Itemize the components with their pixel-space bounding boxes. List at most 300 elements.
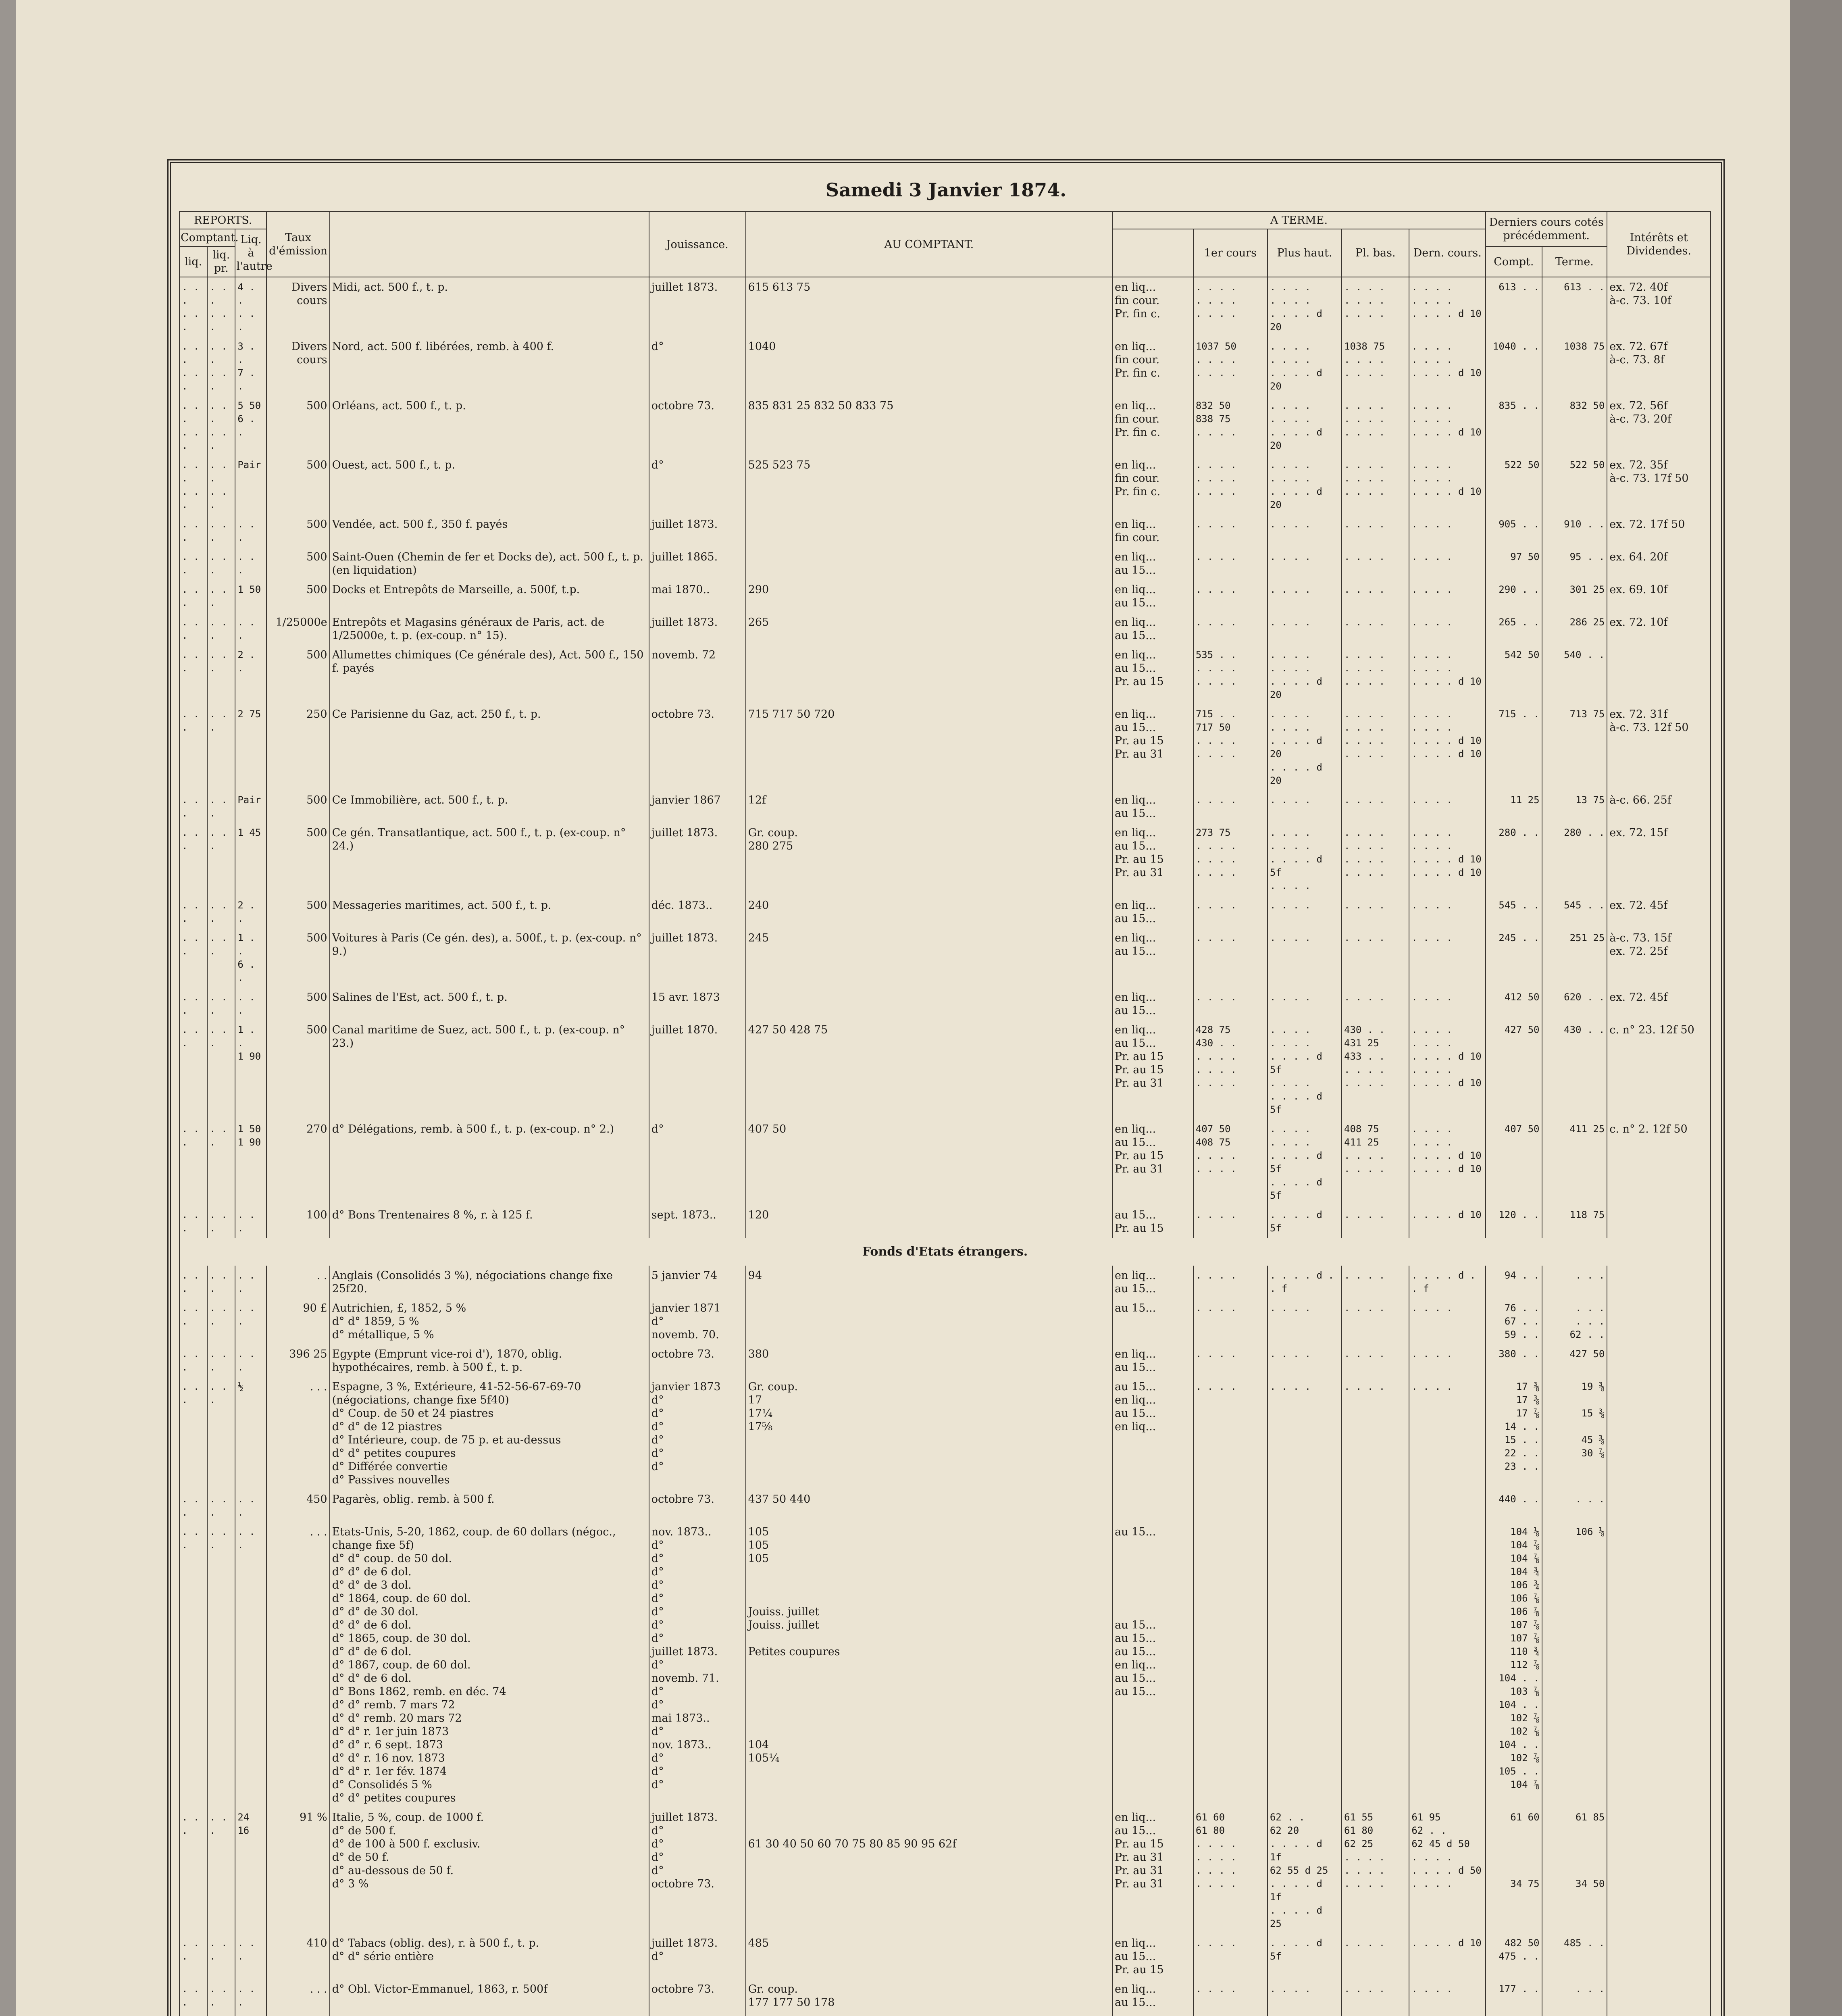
jouissance-cell: janvier 1871 d° novemb. 70.: [649, 1298, 746, 1344]
taux-cell: . .: [266, 1266, 329, 1298]
premier-cours-cell: [1193, 2012, 1268, 2016]
report-liq-pr-cell: . . .: [207, 1119, 235, 1205]
premier-cours-cell: . . . .: [1193, 1377, 1268, 1489]
premier-cours-cell: . . . .: [1193, 987, 1268, 1020]
dernier-cours-cell: . . . . d 10: [1409, 1933, 1486, 1979]
dernier-cours-cell: . . . . . . . . . . . . d 10 . . . . d 10: [1409, 823, 1486, 896]
page-title: Samedi 3 Janvier 1874.: [825, 179, 1067, 201]
security-name-cell: Orléans, act. 500 f., t. p.: [330, 396, 649, 455]
prev-compt-cell: 1040 . .: [1486, 337, 1542, 396]
prev-terme-cell: 411 25: [1542, 1119, 1607, 1205]
header-derniers-cours: Derniers cours cotés précédemment.: [1486, 212, 1607, 246]
prev-compt-cell: 427 50: [1486, 1020, 1542, 1119]
report-liq-a-cell: 5 50 6 . .: [235, 396, 266, 455]
plus-bas-cell: . . . .: [1342, 1933, 1409, 1979]
header-a-terme: A TERME.: [1112, 212, 1486, 229]
au-comptant-cell: 105 105 105 Jouiss. juillet Jouiss. juillet Petites coupures 104 105¼: [746, 1522, 1112, 1808]
terme-kind-cell: au 15... au 15... au 15... au 15... en liq... au 15... au 15...: [1112, 1522, 1193, 1808]
report-liq-pr-cell: . . . . . .: [207, 337, 235, 396]
au-comptant-cell: 715 717 50 720: [746, 704, 1112, 790]
jouissance-cell: mai 1870..: [649, 580, 746, 612]
report-liq-pr-cell: . . . . . .: [207, 455, 235, 514]
report-liq-pr-cell: . . .: [207, 1489, 235, 1522]
plus-haut-cell: . . . . . . . . . . . . d 20: [1268, 455, 1342, 514]
security-name-cell: d° Tabacs (oblig. des), r. à 500 f., t. p. d° d° série entière: [330, 1933, 649, 1979]
jouissance-cell: juillet 1873. d° d° d° d° octobre 73.: [649, 1808, 746, 1933]
terme-kind-cell: en liq... au 15... Pr. au 15 Pr. au 31: [1112, 1119, 1193, 1205]
terme-kind-cell: en liq... fin cour. Pr. fin c.: [1112, 396, 1193, 455]
prev-compt-cell: 11 25: [1486, 790, 1542, 823]
plus-bas-cell: . . . .: [1342, 1266, 1409, 1298]
dividendes-cell: [1607, 1522, 1711, 1808]
prev-terme-cell: 286 25: [1542, 612, 1607, 645]
dividendes-cell: [1607, 1377, 1711, 1489]
jouissance-cell: 5 janvier 74: [649, 1266, 746, 1298]
plus-haut-cell: . . . .: [1268, 547, 1342, 580]
terme-kind-cell: en liq... au 15...: [1112, 928, 1193, 987]
plus-haut-cell: . . . . . . . . . . . . d 5f . . . . . . . . d 5f: [1268, 1020, 1342, 1119]
terme-kind-cell: en liq... au 15... Pr. au 15: [1112, 645, 1193, 704]
prev-terme-cell: 522 50: [1542, 455, 1607, 514]
report-liq-pr-cell: . . .: [207, 704, 235, 790]
prev-terme-cell: . . .: [1542, 1266, 1607, 1298]
jouissance-cell: [649, 2012, 746, 2016]
taux-cell: 250: [266, 704, 329, 790]
report-liq-cell: . . .: [179, 612, 207, 645]
security-name-cell: Ouest, act. 500 f., t. p.: [330, 455, 649, 514]
taux-cell: [266, 2012, 329, 2016]
report-liq-cell: . . .: [179, 704, 207, 790]
plus-haut-cell: . . . .: [1268, 1377, 1342, 1489]
plus-bas-cell: [1342, 1522, 1409, 1808]
prev-compt-cell: 245 . .: [1486, 928, 1542, 987]
terme-kind-cell: en liq... au 15...: [1112, 1266, 1193, 1298]
jouissance-cell: octobre 73.: [649, 1979, 746, 2012]
report-liq-a-cell: . . .: [235, 1933, 266, 1979]
dernier-cours-cell: . . . . . . . . . . . . d 10: [1409, 396, 1486, 455]
report-liq-a-cell: 3 . . 7 . .: [235, 337, 266, 396]
dernier-cours-cell: . . . . . . . . . . . . d 10 . . . . d 10: [1409, 1119, 1486, 1205]
premier-cours-cell: . . . . . . . . . . . .: [1193, 455, 1268, 514]
taux-cell: Divers cours: [266, 337, 329, 396]
au-comptant-cell: 615 613 75: [746, 277, 1112, 337]
report-liq-pr-cell: . . .: [207, 1344, 235, 1377]
taux-cell: 500: [266, 790, 329, 823]
dividendes-cell: [1607, 1298, 1711, 1344]
plus-haut-cell: . . . .: [1268, 580, 1342, 612]
terme-kind-cell: [1112, 1489, 1193, 1522]
report-liq-a-cell: 1 50: [235, 580, 266, 612]
dernier-cours-cell: . . . . . . . . . . . . d 10 . . . . . . . . d 10: [1409, 1020, 1486, 1119]
report-liq-cell: [179, 2012, 207, 2016]
header-liq-pr: liq. pr.: [207, 246, 235, 277]
report-liq-a-cell: 1 . . 1 90: [235, 1020, 266, 1119]
security-name-cell: Allumettes chimiques (Ce générale des), Act. 500 f., 150 f. payés: [330, 645, 649, 704]
plus-bas-cell: . . . .: [1342, 1377, 1409, 1489]
security-name-cell: Espagne, 3 %, Extérieure, 41-52-56-67-69-70 (négociations, change fixe 5f40) d° Coup. de 50 et 24 piastres d° d° de 12 piastres d° Intérieure, coup. de 75 p. et au-dessus d° d° petites coupures d° Différée convertie d° Passives nouvelles: [330, 1377, 649, 1489]
report-liq-a-cell: [235, 2012, 266, 2016]
table-row: [179, 1979, 1711, 2012]
jouissance-cell: juillet 1870.: [649, 1020, 746, 1119]
table-header: [179, 212, 1711, 277]
table-row: [179, 277, 1711, 337]
report-liq-pr-cell: . . .: [207, 612, 235, 645]
adjacent-page-edge: [1790, 0, 1842, 2016]
jouissance-cell: novemb. 72: [649, 645, 746, 704]
dividendes-cell: ex. 72. 67f à-c. 73. 8f: [1607, 337, 1711, 396]
table-row: [179, 1377, 1711, 1489]
dividendes-cell: [1607, 1979, 1711, 2012]
prev-compt-cell: 835 . .: [1486, 396, 1542, 455]
taux-cell: 90 £: [266, 1298, 329, 1344]
dividendes-cell: [1607, 1205, 1711, 1238]
plus-haut-cell: . . . .: [1268, 612, 1342, 645]
prev-compt-cell: 177 . .: [1486, 1979, 1542, 2012]
premier-cours-cell: 428 75 430 . . . . . . . . . . . . . .: [1193, 1020, 1268, 1119]
report-liq-cell: . . .: [179, 928, 207, 987]
premier-cours-cell: . . . .: [1193, 580, 1268, 612]
security-name-cell: Saint-Ouen (Chemin de fer et Docks de), act. 500 f., t. p. (en liquidation): [330, 547, 649, 580]
plus-haut-cell: . . . .: [1268, 1979, 1342, 2012]
security-name-cell: Vendée, act. 500 f., 350 f. payés: [330, 514, 649, 547]
plus-bas-cell: . . . . . . . . . . . . . . . .: [1342, 704, 1409, 790]
prev-terme-cell: 713 75: [1542, 704, 1607, 790]
prev-compt-cell: 76 . . 67 . . 59 . .: [1486, 1298, 1542, 1344]
jouissance-cell: juillet 1865.: [649, 547, 746, 580]
prev-compt-cell: 104 ⅛ 104 ⅞ 104 ⅞ 104 ¾ 106 ¾ 106 ⅞ 106 ⅞ 107 ⅞ 107 ⅞ 110 ¾ 112 ⅞ 104 . . 103 ⅞ 104 . . 102 ⅞ 102 ⅞ 104 . . 102 ⅞ 105 . . 104 ⅞: [1486, 1522, 1542, 1808]
jouissance-cell: octobre 73.: [649, 704, 746, 790]
plus-haut-cell: . . . .: [1268, 987, 1342, 1020]
prev-compt-cell: 613 . .: [1486, 277, 1542, 337]
dividendes-cell: ex. 69. 10f: [1607, 580, 1711, 612]
plus-haut-cell: . . . . . . . . . . . . d 5f . . . . d 5f: [1268, 1119, 1342, 1205]
au-comptant-cell: 120: [746, 1205, 1112, 1238]
dernier-cours-cell: [1409, 1489, 1486, 1522]
jouissance-cell: janvier 1867: [649, 790, 746, 823]
report-liq-a-cell: 4 . . . . .: [235, 277, 266, 337]
prev-compt-cell: 407 50: [1486, 1119, 1542, 1205]
table-row: [179, 612, 1711, 645]
taux-cell: 500: [266, 928, 329, 987]
security-name-cell: Ce gén. Transatlantique, act. 500 f., t. p. (ex-coup. n° 24.): [330, 823, 649, 896]
security-name-cell: Midi, act. 500 f., t. p.: [330, 277, 649, 337]
table-row: [179, 704, 1711, 790]
plus-haut-cell: . . . . d 5f: [1268, 1933, 1342, 1979]
dernier-cours-cell: . . . .: [1409, 1344, 1486, 1377]
table-body: [179, 277, 1711, 2016]
security-name-cell: Anglais (Consolidés 3 %), négociations change fixe 25f20.: [330, 1266, 649, 1298]
plus-bas-cell: 408 75 411 25 . . . . . . . .: [1342, 1119, 1409, 1205]
prev-compt-cell: 120 . .: [1486, 1205, 1542, 1238]
report-liq-cell: . . .: [179, 1377, 207, 1489]
dividendes-cell: c. n° 2. 12f 50: [1607, 1119, 1711, 1205]
plus-haut-cell: . . . . . . . . . . . . d 20: [1268, 396, 1342, 455]
plus-bas-cell: . . . .: [1342, 1344, 1409, 1377]
prev-terme-cell: 430 . .: [1542, 1020, 1607, 1119]
table-row: [179, 790, 1711, 823]
security-name-cell: d° Bons Trentenaires 8 %, r. à 125 f.: [330, 1205, 649, 1238]
plus-haut-cell: . . . . d 5f: [1268, 1205, 1342, 1238]
premier-cours-cell: . . . .: [1193, 928, 1268, 987]
header-terme: Terme.: [1542, 246, 1607, 277]
report-liq-cell: . . . . . .: [179, 277, 207, 337]
report-liq-cell: . . .: [179, 987, 207, 1020]
prev-compt-cell: 545 . .: [1486, 896, 1542, 928]
dividendes-cell: [1607, 1489, 1711, 1522]
prev-terme-cell: 832 50: [1542, 396, 1607, 455]
dernier-cours-cell: . . . . . . . . . . . . d 10: [1409, 645, 1486, 704]
taux-cell: 500: [266, 455, 329, 514]
terme-kind-cell: en liq... au 15...: [1112, 790, 1193, 823]
premier-cours-cell: . . . .: [1193, 1298, 1268, 1344]
dernier-cours-cell: . . . .: [1409, 612, 1486, 645]
dernier-cours-cell: . . . . . . . . . . . . d 10: [1409, 337, 1486, 396]
plus-bas-cell: [1342, 2012, 1409, 2016]
table-row: [179, 580, 1711, 612]
prev-compt-cell: 542 50: [1486, 645, 1542, 704]
taux-cell: 500: [266, 987, 329, 1020]
report-liq-a-cell: . . .: [235, 1266, 266, 1298]
taux-cell: . . .: [266, 1522, 329, 1808]
plus-bas-cell: . . . .: [1342, 928, 1409, 987]
terme-kind-cell: en liq... au 15...: [1112, 1344, 1193, 1377]
au-comptant-cell: [746, 2012, 1112, 2016]
dernier-cours-cell: [1409, 2012, 1486, 2016]
dernier-cours-cell: . . . .: [1409, 896, 1486, 928]
prev-compt-cell: 97 50: [1486, 547, 1542, 580]
dividendes-cell: ex. 72. 56f à-c. 73. 20f: [1607, 396, 1711, 455]
premier-cours-cell: [1193, 1489, 1268, 1522]
report-liq-cell: . . .: [179, 1522, 207, 1808]
dividendes-cell: ex. 72. 45f: [1607, 987, 1711, 1020]
report-liq-cell: . . .: [179, 547, 207, 580]
jouissance-cell: d°: [649, 455, 746, 514]
section-title: Fonds d'Etats étrangers.: [179, 1238, 1711, 1266]
au-comptant-cell: [746, 987, 1112, 1020]
au-comptant-cell: 265: [746, 612, 1112, 645]
terme-kind-cell: au 15... Pr. au 15: [1112, 1205, 1193, 1238]
report-liq-pr-cell: [207, 2012, 235, 2016]
plus-bas-cell: . . . .: [1342, 580, 1409, 612]
report-liq-a-cell: . . .: [235, 1489, 266, 1522]
report-liq-cell: . . .: [179, 645, 207, 704]
au-comptant-cell: 427 50 428 75: [746, 1020, 1112, 1119]
prev-compt-cell: 94 . .: [1486, 1266, 1542, 1298]
report-liq-pr-cell: . . .: [207, 896, 235, 928]
report-liq-pr-cell: . . .: [207, 1020, 235, 1119]
report-liq-cell: . . . . . .: [179, 337, 207, 396]
report-liq-pr-cell: . . .: [207, 1298, 235, 1344]
prev-terme-cell: 613 . .: [1542, 277, 1607, 337]
prev-terme-cell: 910 . .: [1542, 514, 1607, 547]
plus-bas-cell: . . . . . . . . . . . .: [1342, 277, 1409, 337]
dernier-cours-cell: . . . .: [1409, 580, 1486, 612]
table-row: [179, 1205, 1711, 1238]
au-comptant-cell: 12f: [746, 790, 1112, 823]
au-comptant-cell: [746, 1298, 1112, 1344]
plus-haut-cell: . . . .: [1268, 1298, 1342, 1344]
report-liq-cell: . . .: [179, 790, 207, 823]
dernier-cours-cell: . . . .: [1409, 987, 1486, 1020]
terme-kind-cell: en liq... au 15...: [1112, 896, 1193, 928]
terme-kind-cell: en liq... au 15...: [1112, 547, 1193, 580]
au-comptant-cell: 485: [746, 1933, 1112, 1979]
quotation-frame: [167, 159, 1725, 2016]
table-row: [179, 1489, 1711, 1522]
taux-cell: 500: [266, 514, 329, 547]
premier-cours-cell: 407 50 408 75 . . . . . . . .: [1193, 1119, 1268, 1205]
dernier-cours-cell: . . . .: [1409, 547, 1486, 580]
premier-cours-cell: . . . .: [1193, 1205, 1268, 1238]
table-row: [179, 823, 1711, 896]
report-liq-pr-cell: . . .: [207, 547, 235, 580]
au-comptant-cell: Gr. coup. 177 177 50 178: [746, 1979, 1112, 2012]
jouissance-cell: juillet 1873.: [649, 277, 746, 337]
terme-kind-cell: en liq... fin cour. Pr. fin c.: [1112, 277, 1193, 337]
report-liq-cell: . . .: [179, 1298, 207, 1344]
prev-compt-cell: 440 . .: [1486, 1489, 1542, 1522]
newspaper-page: [16, 0, 1790, 2016]
jouissance-cell: janvier 1873 d° d° d° d° d° d°: [649, 1377, 746, 1489]
premier-cours-cell: 535 . . . . . . . . . .: [1193, 645, 1268, 704]
taux-cell: 410: [266, 1933, 329, 1979]
plus-haut-cell: [1268, 1489, 1342, 1522]
report-liq-a-cell: Pair: [235, 455, 266, 514]
report-liq-pr-cell: . . .: [207, 823, 235, 896]
plus-haut-cell: [1268, 2012, 1342, 2016]
prev-compt-cell: 715 . .: [1486, 704, 1542, 790]
au-comptant-cell: 1040: [746, 337, 1112, 396]
prev-terme-cell: 620 . .: [1542, 987, 1607, 1020]
dividendes-cell: ex. 72. 15f: [1607, 823, 1711, 896]
jouissance-cell: déc. 1873..: [649, 896, 746, 928]
report-liq-cell: . . .: [179, 896, 207, 928]
taux-cell: 500: [266, 1020, 329, 1119]
report-liq-pr-cell: . . .: [207, 1933, 235, 1979]
premier-cours-cell: . . . .: [1193, 790, 1268, 823]
security-name-cell: Italie, 5 %, coup. de 1000 f. d° de 500 f. d° de 100 à 500 f. exclusiv. d° de 50 f. d° au-dessous de 50 f. d° 3 %: [330, 1808, 649, 1933]
table-row: [179, 396, 1711, 455]
prev-terme-cell: [1542, 2012, 1607, 2016]
taux-cell: 500: [266, 823, 329, 896]
prev-terme-cell: 545 . .: [1542, 896, 1607, 928]
au-comptant-cell: [746, 645, 1112, 704]
premier-cours-cell: 1037 50 . . . . . . . .: [1193, 337, 1268, 396]
report-liq-cell: . . .: [179, 1020, 207, 1119]
header-comptant: Comptant.: [179, 229, 235, 246]
dernier-cours-cell: . . . . . . . . . . . . d 10: [1409, 455, 1486, 514]
premier-cours-cell: 715 . . 717 50 . . . . . . . .: [1193, 704, 1268, 790]
terme-kind-cell: en liq... fin cour. Pr. fin c.: [1112, 337, 1193, 396]
plus-bas-cell: . . . .: [1342, 790, 1409, 823]
table-row: [179, 1808, 1711, 1933]
report-liq-a-cell: . . .: [235, 987, 266, 1020]
jouissance-cell: octobre 73.: [649, 396, 746, 455]
table-row: [179, 455, 1711, 514]
table-row: [179, 896, 1711, 928]
premier-cours-cell: 61 60 61 80 . . . . . . . . . . . . . . . .: [1193, 1808, 1268, 1933]
dernier-cours-cell: . . . . d . . f: [1409, 1266, 1486, 1298]
prev-compt-cell: 265 . .: [1486, 612, 1542, 645]
dividendes-cell: [1607, 1344, 1711, 1377]
prev-terme-cell: . . .: [1542, 1979, 1607, 2012]
au-comptant-cell: Gr. coup. 17 17¼ 17⅝: [746, 1377, 1112, 1489]
taux-cell: 450: [266, 1489, 329, 1522]
au-comptant-cell: 437 50 440: [746, 1489, 1112, 1522]
report-liq-a-cell: . . .: [235, 1298, 266, 1344]
report-liq-cell: . . . . . .: [179, 396, 207, 455]
header-premier-cours: 1er cours: [1193, 229, 1268, 277]
taux-cell: 100: [266, 1205, 329, 1238]
jouissance-cell: nov. 1873.. d° d° d° d° d° d° d° d° juillet 1873. d° novemb. 71. d° d° mai 1873.. d° nov. 1873.. d° d° d°: [649, 1522, 746, 1808]
header-reports: REPORTS.: [179, 212, 266, 229]
report-liq-pr-cell: . . .: [207, 1522, 235, 1808]
premier-cours-cell: [1193, 1522, 1268, 1808]
premier-cours-cell: . . . .: [1193, 1344, 1268, 1377]
prev-compt-cell: 17 ⅜ 17 ⅜ 17 ⅞ 14 . . 15 . . 22 . . 23 . .: [1486, 1377, 1542, 1489]
plus-bas-cell: . . . . . . . . . . . .: [1342, 396, 1409, 455]
jouissance-cell: juillet 1873. d°: [649, 1933, 746, 1979]
plus-bas-cell: . . . . . . . . . . . . . . . .: [1342, 823, 1409, 896]
plus-haut-cell: . . . . . . . . . . . . d 20 . . . . d 20: [1268, 704, 1342, 790]
dividendes-cell: [1607, 1808, 1711, 1933]
taux-cell: 396 25: [266, 1344, 329, 1377]
plus-haut-cell: . . . .: [1268, 896, 1342, 928]
dividendes-cell: [1607, 2012, 1711, 2016]
table-row: [179, 2012, 1711, 2016]
security-name-cell: Canal maritime de Suez, act. 500 f., t. p. (ex-coup. n° 23.): [330, 1020, 649, 1119]
dernier-cours-cell: . . . .: [1409, 514, 1486, 547]
terme-kind-cell: en liq... fin cour. Pr. fin c.: [1112, 455, 1193, 514]
report-liq-a-cell: ½: [235, 1377, 266, 1489]
au-comptant-cell: [746, 547, 1112, 580]
dividendes-cell: [1607, 1933, 1711, 1979]
report-liq-a-cell: Pair: [235, 790, 266, 823]
prev-terme-cell: 1038 75: [1542, 337, 1607, 396]
plus-haut-cell: . . . .: [1268, 928, 1342, 987]
dividendes-cell: ex. 72. 17f 50: [1607, 514, 1711, 547]
dividendes-cell: ex. 72. 45f: [1607, 896, 1711, 928]
report-liq-pr-cell: . . .: [207, 1266, 235, 1298]
header-interets: Intérêts et Dividendes.: [1607, 212, 1711, 277]
report-liq-a-cell: 1 45: [235, 823, 266, 896]
prev-terme-cell: . . . . . . 62 . .: [1542, 1298, 1607, 1344]
report-liq-a-cell: 2 . .: [235, 645, 266, 704]
report-liq-pr-cell: . . .: [207, 1808, 235, 1933]
taux-cell: . . .: [266, 1979, 329, 2012]
security-name-cell: Docks et Entrepôts de Marseille, a. 500f, t.p.: [330, 580, 649, 612]
report-liq-a-cell: . . .: [235, 1205, 266, 1238]
security-name-cell: Autrichien, £, 1852, 5 % d° d° 1859, 5 % d° métallique, 5 %: [330, 1298, 649, 1344]
jouissance-cell: octobre 73.: [649, 1489, 746, 1522]
prev-terme-cell: 280 . .: [1542, 823, 1607, 896]
terme-kind-cell: [1112, 2012, 1193, 2016]
prev-terme-cell: 485 . .: [1542, 1933, 1607, 1979]
dernier-cours-cell: . . . .: [1409, 790, 1486, 823]
au-comptant-cell: 61 30 40 50 60 70 75 80 85 90 95 62f: [746, 1808, 1112, 1933]
prev-terme-cell: 19 ⅜ 15 ⅜ 45 ⅜ 30 ⅞: [1542, 1377, 1607, 1489]
security-name-cell: Pagarès, oblig. remb. à 500 f.: [330, 1489, 649, 1522]
au-comptant-cell: 525 523 75: [746, 455, 1112, 514]
report-liq-cell: . . .: [179, 1489, 207, 1522]
report-liq-pr-cell: . . . . . .: [207, 277, 235, 337]
prev-compt-cell: 380 . .: [1486, 1344, 1542, 1377]
terme-kind-cell: au 15...: [1112, 1298, 1193, 1344]
table-row: [179, 514, 1711, 547]
security-name-cell: Etats-Unis, 5-20, 1862, coup. de 60 dollars (négoc., change fixe 5f) d° d° coup. de 50 dol. d° d° de 6 dol. d° d° de 3 dol. d° 1864, coup. de 60 dol. d° d° de 30 dol. d° d° de 6 dol. d° 1865, coup. de 30 dol. d° d° de 6 dol. d° 1867, coup. de 60 dol. d° d° de 6 dol. d° Bons 1862, remb. en déc. 74 d° d° remb. 7 mars 72 d° d° remb. 20 mars 72 d° d° r. 1er juin 1873 d° d° r. 6 sept. 1873 d° d° r. 16 nov. 1873 d° d° r. 1er fév. 1874 d° Consolidés 5 % d° d° petites coupures: [330, 1522, 649, 1808]
header-jouissance: Jouissance.: [649, 212, 746, 277]
taux-cell: 1/25000e: [266, 612, 329, 645]
